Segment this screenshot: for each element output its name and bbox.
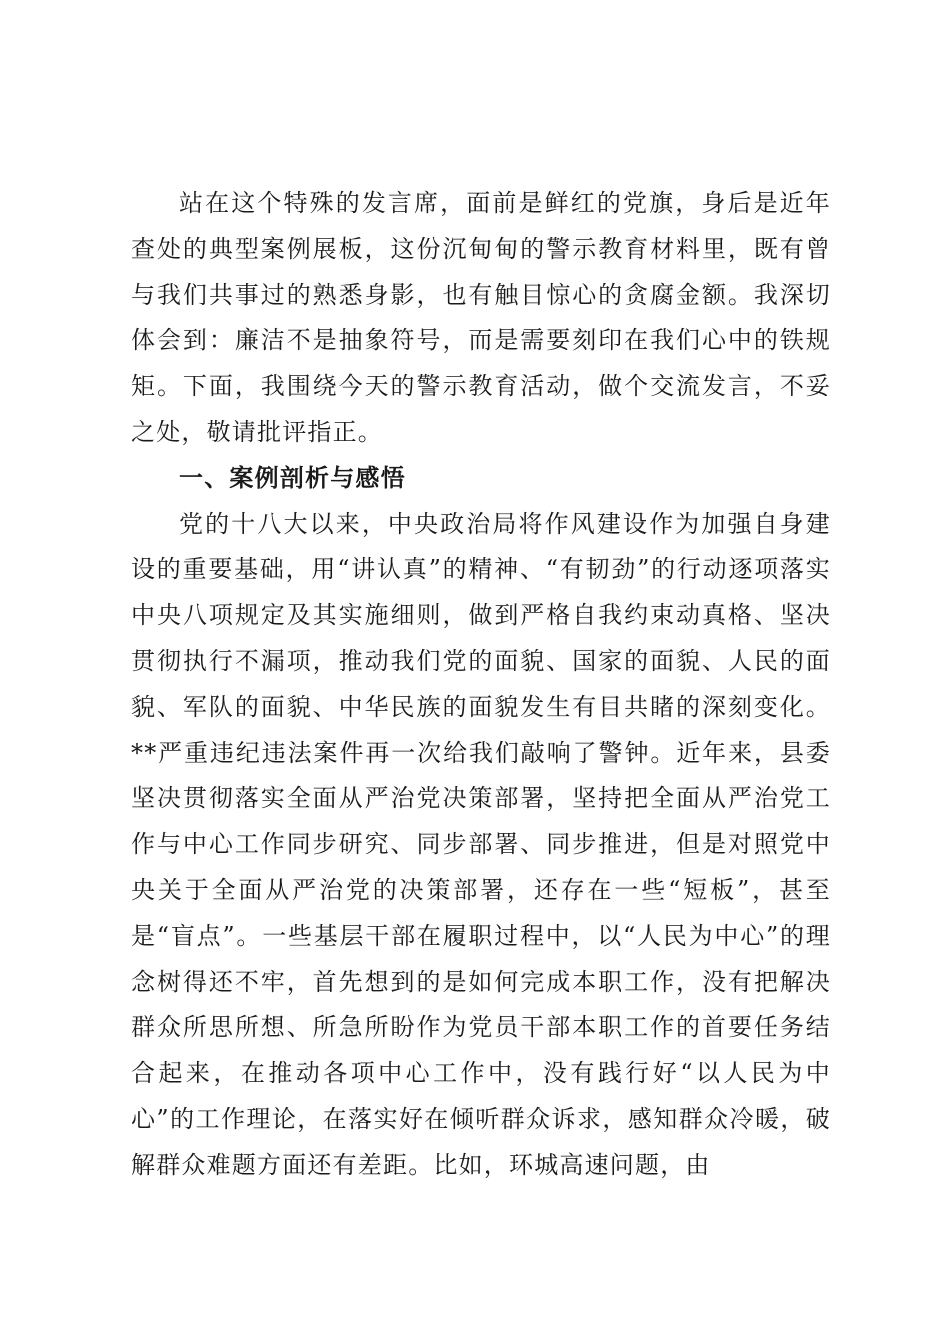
document-body [131, 181, 831, 1189]
intro-paragraph: 站在这个特殊的发言席，面前是鲜红的党旗，身后是近年查处的典型案例展板，这份沉甸甸的警示教育材料里，既有曾与我们共事过的熟悉身影，也有触目惊心的贪腐金额。我深切体会到：廉洁不是抽象符号，而是需要刻印在我们心中的铁规矩。下面，我围绕今天的警示教育活动，做个交流发言，不妥之处，敬请批评指正。 [131, 189, 831, 446]
section-heading: 一、案例剖析与感悟 [179, 463, 406, 492]
section-paragraph: 党的十八大以来，中央政治局将作风建设作为加强自身建设的重要基础，用“讲认真”的精神、“有韧劲”的行动逐项落实中央八项规定及其实施细则，做到严格自我约束动真格、坚决贯彻执行不漏项，推动我们党的面貌、国家的面貌、人民的面貌、军队的面貌、中华民族的面貌发生有目共睹的深刻变化。**严重违纪违法案件再一次给我们敲响了警钟。近年来，县委坚决贯彻落实全面从严治党决策部署，坚持把全面从严治党工作与中心工作同步研究、同步部署、同步推进，但是对照党中央关于全面从严治党的决策部署，还存在一些“短板”，甚至是“盲点”。一些基层干部在履职过程中，以“人民为中心”的理念树得还不牢，首先想到的是如何完成本职工作，没有把解决群众所思所想、所急所盼作为党员干部本职工作的首要任务结合起来，在推动各项中心工作中，没有践行好“以人民为中心”的工作理论，在落实好在倾听群众诉求，感知群众冷暖，破解群众难题方面还有差距。比如，环城高速问题，由 [131, 509, 831, 1179]
